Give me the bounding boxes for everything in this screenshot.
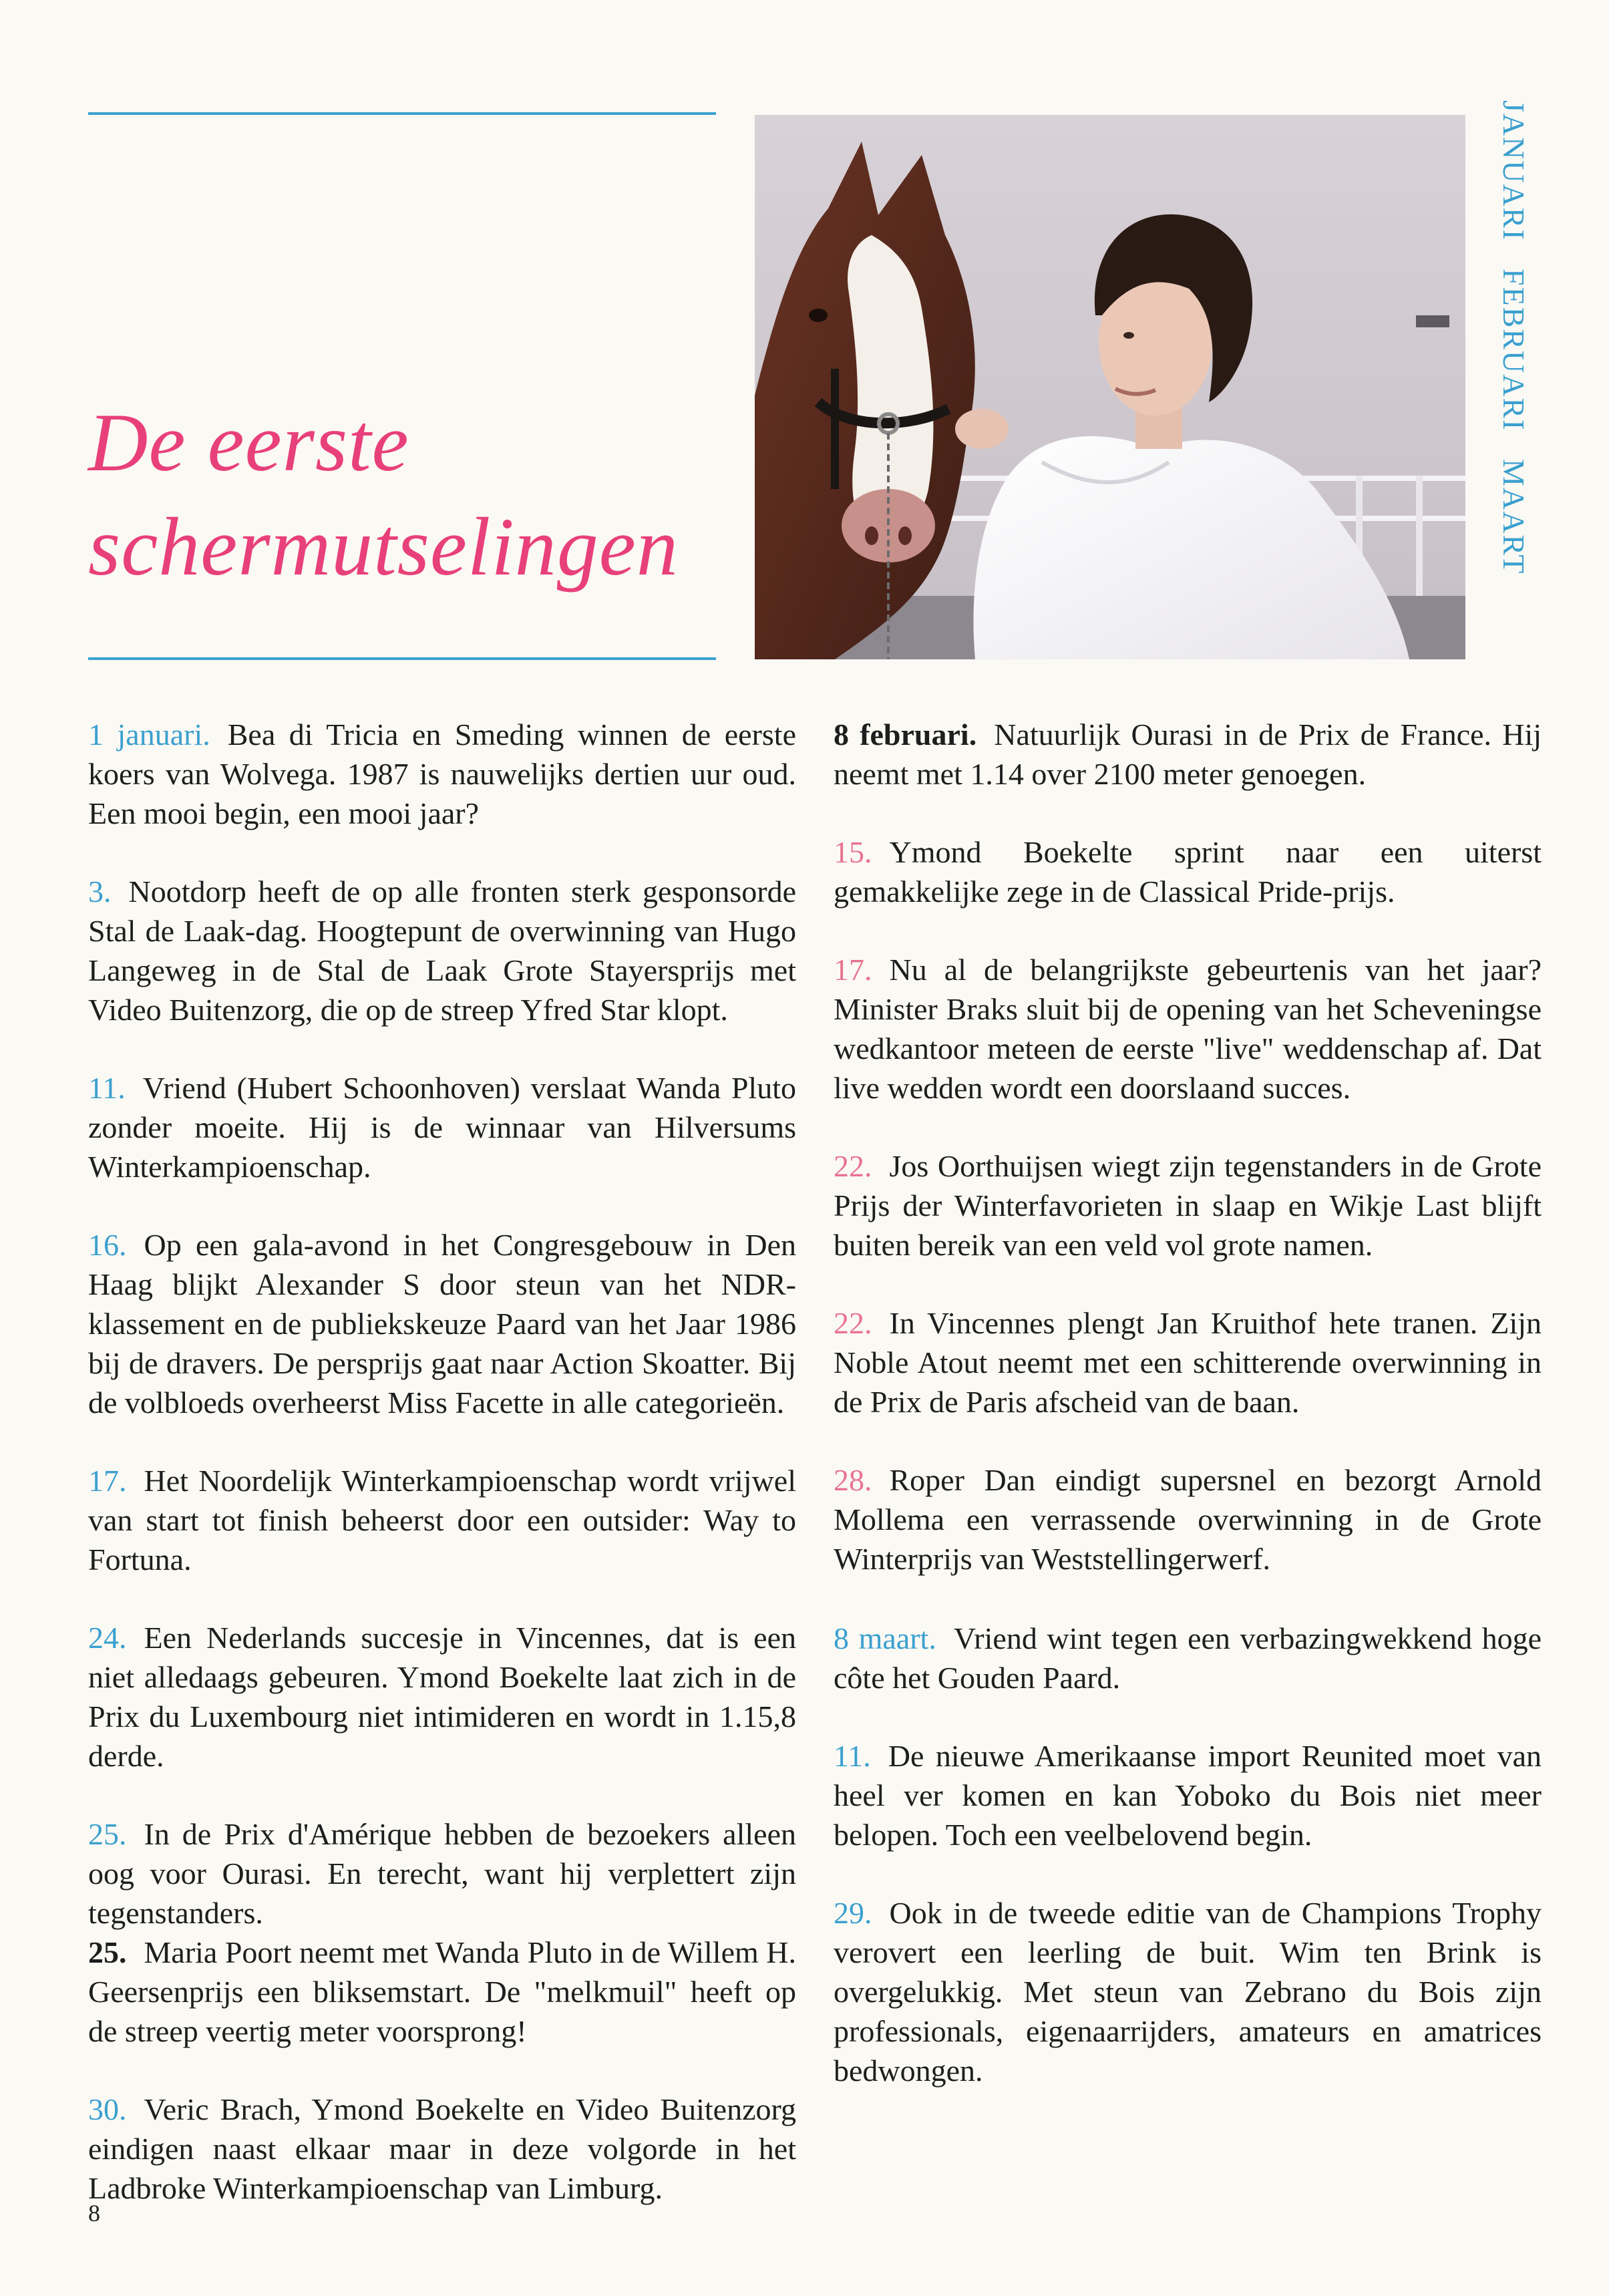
entry-8-februari: [834, 715, 1542, 794]
entry-date: 22.: [834, 1306, 872, 1340]
entry-17-januari: [88, 1461, 796, 1579]
entry-29-maart: [834, 1893, 1542, 2090]
month-label-februari: FEBRUARI: [1497, 269, 1531, 432]
month-label-januari: JANUARI: [1497, 100, 1531, 241]
month-label-maart: MAART: [1497, 459, 1531, 575]
entry-text: Vriend (Hubert Schoonhoven) verslaat Wanda Pluto zonder moeite. Hij is de winnaar van Hilversums Winterkampioenschap.: [88, 1071, 796, 1184]
entry-text: Bea di Tricia en Smeding winnen de eerste koers van Wolvega. 1987 is nauwelijks dertien uur oud. Een mooi begin, een mooi jaar?: [88, 717, 796, 830]
entry-text: Een Nederlands succesje in Vincennes, dat is een niet alledaags gebeuren. Ymond Boekelte laat zich in de Prix du Luxembourg niet intimideren en wordt in 1.15,8 derde.: [88, 1621, 796, 1773]
page-number: 8: [88, 2200, 100, 2227]
entry-3-januari: [88, 872, 796, 1029]
article-headline: [88, 391, 756, 599]
entry-text: Maria Poort neemt met Wanda Pluto in de Willem H. Geersenprijs een bliksemstart. De "melkmuil" heeft op de streep veertig meter voorsprong!: [88, 1935, 796, 2048]
entry-25-januari-a: [88, 1814, 796, 1933]
horse-and-woman-photo: [755, 115, 1465, 659]
entry-text: Roper Dan eindigt supersnel en bezorgt Arnold Mollema een verrassende overwinning in de Grote Winterprijs van Weststellingerwerf.: [834, 1463, 1542, 1576]
entry-text: Natuurlijk Ourasi in de Prix de France. Hij neemt met 1.14 over 2100 meter genoegen.: [834, 717, 1542, 791]
entry-24-januari: [88, 1618, 796, 1776]
entry-17-februari: [834, 950, 1542, 1108]
entry-28-februari: [834, 1460, 1542, 1579]
entry-text: De nieuwe Amerikaanse import Reunited moet van heel ver komen en kan Yoboko du Bois niet meer belopen. Toch een veelbelovend begin.: [834, 1739, 1542, 1852]
entry-11-januari: [88, 1068, 796, 1186]
entry-date: 25.: [88, 1817, 127, 1851]
entry-text: In Vincennes plengt Jan Kruithof hete tranen. Zijn Noble Atout neemt met een schitterende overwinning in de Prix de Paris afscheid van de baan.: [834, 1306, 1542, 1419]
entry-date: 1 januari.: [88, 717, 210, 752]
entry-date: 15.: [834, 835, 872, 869]
entry-text: Nootdorp heeft de op alle fronten sterk gesponsorde Stal de Laak-dag. Hoogtepunt de overwinning van Hugo Langeweg in de Stal de Laak Grote Stayersprijs met Video Buitenzorg, die op de streep Yfred Star klopt.: [88, 874, 796, 1027]
entry-16-januari: [88, 1225, 796, 1422]
entry-date: 17.: [834, 953, 872, 987]
entry-date: 28.: [834, 1463, 872, 1497]
entry-22-februari-a: [834, 1146, 1542, 1265]
entry-date: 11.: [88, 1071, 126, 1105]
entry-15-februari: [834, 832, 1542, 911]
entry-text: Vriend wint tegen een verbazingwekkend hoge côte het Gouden Paard.: [834, 1621, 1542, 1695]
entry-date: 11.: [834, 1739, 871, 1773]
headline-line-2: schermutselingen: [88, 501, 679, 593]
entry-date: 22.: [834, 1149, 872, 1183]
entry-25-januari-b: [88, 1933, 796, 2051]
entry-22-februari-b: [834, 1303, 1542, 1422]
entry-text: Ook in de tweede editie van de Champions Trophy verovert een leerling de buit. Wim ten Brink is overgelukkig. Met steun van Zebrano du Bois zijn professionals, eigenaarrijders, amateurs en amatrices bedwongen.: [834, 1896, 1542, 2088]
entry-text: Nu al de belangrijkste gebeurtenis van het jaar? Minister Braks sluit bij de opening van het Scheveningse wedkantoor meteen de eerste "live" weddenschap af. Dat live wedden wordt een doorslaand succes.: [834, 953, 1542, 1105]
entry-date: 16.: [88, 1228, 127, 1262]
entry-date: 8 maart.: [834, 1621, 936, 1655]
entry-30-januari: [88, 2090, 796, 2208]
bottom-rule: [88, 657, 716, 660]
entry-text: In de Prix d'Amérique hebben de bezoekers alleen oog voor Ourasi. En terecht, want hij verplettert zijn tegenstanders.: [88, 1817, 796, 1930]
entry-date: 25.: [88, 1935, 127, 1969]
entry-text: Veric Brach, Ymond Boekelte en Video Buitenzorg eindigen naast elkaar maar in deze volgorde in het Ladbroke Winterkampioenschap van Limburg.: [88, 2092, 796, 2205]
entry-8-maart: [834, 1619, 1542, 1697]
entry-text: Ymond Boekelte sprint naar een uiterst gemakkelijke zege in de Classical Pride-prijs.: [834, 835, 1542, 909]
top-rule: [88, 112, 716, 115]
headline-line-1: De eerste: [88, 397, 409, 488]
entry-date: 29.: [834, 1896, 872, 1930]
entry-text: Op een gala-avond in het Congresgebouw in Den Haag blijkt Alexander S door steun van het NDR-klassement en de publiekskeuze Paard van het Jaar 1986 bij de dravers. De persprijs gaat naar Action Skoatter. Bij de volbloeds overheerst Miss Facette in alle categorieën.: [88, 1228, 796, 1420]
entry-date: 30.: [88, 2092, 127, 2126]
side-month-labels: [1496, 100, 1532, 595]
entry-text: Het Noordelijk Winterkampioenschap wordt vrijwel van start tot finish beheerst door een outsider: Way to Fortuna.: [88, 1464, 796, 1577]
entry-11-maart: [834, 1736, 1542, 1854]
right-column: [834, 715, 1542, 2129]
entry-1-januari: [88, 715, 796, 833]
entry-date: 17.: [88, 1464, 127, 1498]
entry-date: 3.: [88, 874, 112, 909]
entry-text: Jos Oorthuijsen wiegt zijn tegenstanders in de Grote Prijs der Winterfavorieten in slaap en Wikje Last blijft buiten bereik van een veld vol grote namen.: [834, 1149, 1542, 1262]
left-column: [88, 715, 796, 2247]
entry-date: 24.: [88, 1621, 127, 1655]
entry-date: 8 februari.: [834, 717, 977, 752]
